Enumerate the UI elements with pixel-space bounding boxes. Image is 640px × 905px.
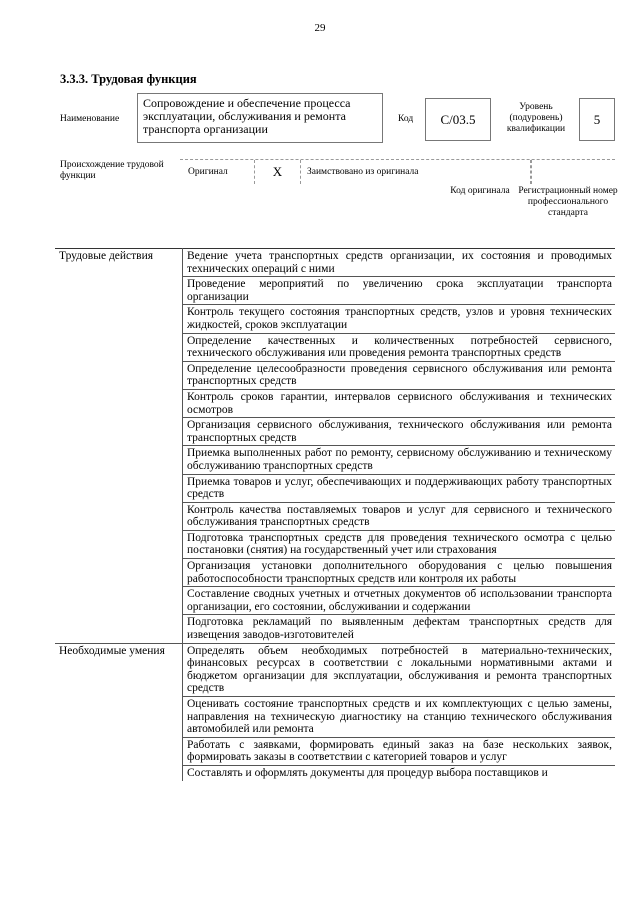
table-cell: Определение целесообразности проведения сервисного обслуживания или ремонта транспортных средств: [183, 361, 616, 389]
table-row: [55, 277, 615, 305]
table-cell: Определять объем необходимых потребностей в материально-технических, финансовых ресурсах в соответствии с локальными нормативными актами и бюджетом организации для эксплуатации, обслуживания и ремонта транспортных средств: [183, 643, 616, 696]
level-label: Уровень (подуровень) квалификации: [506, 102, 566, 134]
table-cell: Приемка выполненных работ по ремонту, сервисному обслуживанию и техническому обслуживанию транспортных средств: [183, 446, 616, 474]
table-cell: Контроль качества поставляемых товаров и услуг для сервисного и технического обслуживания транспортных средств: [183, 502, 616, 530]
table-row: [55, 389, 615, 417]
section-label-continuation: [55, 361, 183, 389]
table-row: [55, 361, 615, 389]
section-label-continuation: [55, 333, 183, 361]
origin-row: [180, 159, 615, 184]
table-row: [55, 502, 615, 530]
table-row: [55, 249, 615, 277]
section-label-continuation: [55, 737, 183, 765]
table-cell: Составление сводных учетных и отчетных документов об использовании транспорта организации, его состоянии, обслуживании и содержании: [183, 587, 616, 615]
section-label-continuation: [55, 587, 183, 615]
section-title: 3.3.3. Трудовая функция: [60, 72, 197, 86]
section-label-continuation: [55, 559, 183, 587]
table-cell: Подготовка транспортных средств для проведения технического осмотра с целью постановки (снятия) на государственный учет или страхования: [183, 530, 616, 558]
origin-label: Происхождение трудовой функции: [60, 160, 164, 181]
table-row: [55, 615, 615, 643]
table-row: [55, 305, 615, 333]
section-label-continuation: [55, 277, 183, 305]
table-cell: Оценивать состояние транспортных средств и их комплектующих с целью замены, направления на техническую диагностику на станцию технического обслуживания автомобилей или ремонта: [183, 697, 616, 738]
table-cell: Организация сервисного обслуживания, технического обслуживания или ремонта транспортных средств: [183, 418, 616, 446]
name-label: Наименование: [60, 114, 120, 124]
section-label-continuation: [55, 305, 183, 333]
table-row: [55, 474, 615, 502]
table-cell: Приемка товаров и услуг, обеспечивающих и поддерживающих работу транспортных средств: [183, 474, 616, 502]
section-label-continuation: [55, 615, 183, 643]
reg-number-cell: [531, 160, 615, 184]
table-row: [55, 530, 615, 558]
table-row: [55, 643, 615, 696]
table-cell: Определение качественных и количественных потребностей сервисного, технического обслуживания или проведения ремонта транспортных средств: [183, 333, 616, 361]
table-cell: Проведение мероприятий по увеличению срока эксплуатации транспорта организации: [183, 277, 616, 305]
code-original-note: Код оригинала: [450, 186, 510, 196]
table-row: [55, 418, 615, 446]
table-cell: Контроль текущего состояния транспортных средств, узлов и уровня технических жидкостей, сроков эксплуатации: [183, 305, 616, 333]
page-number: 29: [314, 22, 326, 34]
borrowed-label: Заимствовано из оригинала: [301, 160, 531, 184]
table-cell: Организация установки дополнительного оборудования с целью повышения работоспособности транспортных средств или контроля их работы: [183, 559, 616, 587]
section-label-continuation: [55, 446, 183, 474]
original-mark: X: [255, 160, 301, 184]
section-label-continuation: [55, 502, 183, 530]
table-row: [55, 333, 615, 361]
reg-number-note: Регистрационный номер профессионального стандарта: [518, 186, 618, 218]
section-label-continuation: [55, 474, 183, 502]
table-cell: Подготовка рекламаций по выявленным дефектам транспортных средств для извещения заводов-изготовителей: [183, 615, 616, 643]
section-label-continuation: [55, 418, 183, 446]
table-cell: Составлять и оформлять документы для процедур выбора поставщиков и: [183, 765, 616, 780]
section-label: Необходимые умения: [55, 643, 183, 696]
section-label-continuation: [55, 389, 183, 417]
section-label: Трудовые действия: [55, 249, 183, 277]
table-row: [55, 697, 615, 738]
function-table: [55, 248, 615, 781]
table-cell: Контроль сроков гарантии, интервалов сервисного обслуживания и технических осмотров: [183, 389, 616, 417]
original-label: Оригинал: [180, 160, 255, 184]
table-row: [55, 587, 615, 615]
table-row: [55, 737, 615, 765]
table-cell: Работать с заявками, формировать единый заказ на базе нескольких заявок, формировать заказы в соответствии с категорией товаров и услуг: [183, 737, 616, 765]
section-label-continuation: [55, 765, 183, 780]
section-label-continuation: [55, 530, 183, 558]
table-row: [55, 559, 615, 587]
table-cell: Ведение учета транспортных средств организации, их состояния и проводимых технических операций с ними: [183, 249, 616, 277]
function-name-box: Сопровождение и обеспечение процесса эксплуатации, обслуживания и ремонта транспорта организации: [137, 93, 383, 143]
level-box: 5: [579, 98, 615, 141]
table-row: [55, 446, 615, 474]
section-label-continuation: [55, 697, 183, 738]
table-row: [55, 765, 615, 780]
function-code-box: C/03.5: [425, 98, 491, 141]
code-label: Код: [398, 114, 414, 124]
